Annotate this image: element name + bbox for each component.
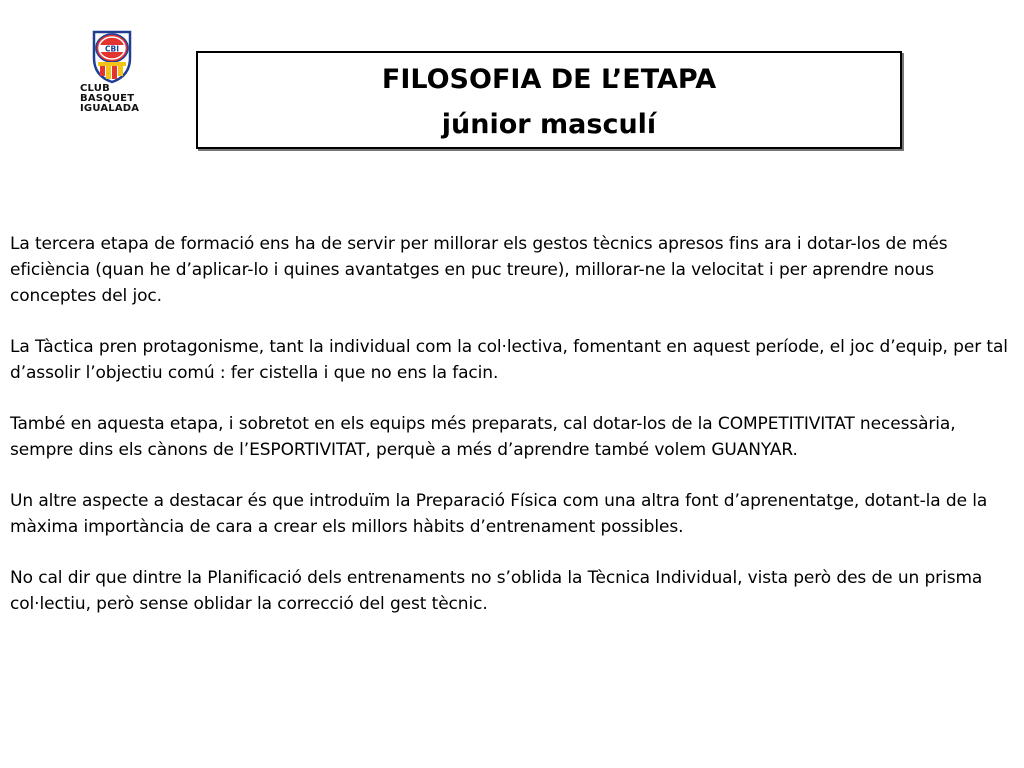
paragraph-1: La tercera etapa de formació ens ha de servir per millorar els gestos tècnics apresos fins ara i dotar-los de més eficiència (quan he d’aplicar-lo i quines avantatges en puc treure), millorar-ne la velocitat i per aprendre nous conceptes del joc. (10, 234, 948, 306)
club-name-line-3: IGUALADA (80, 103, 140, 114)
club-name-line-1: CLUB (80, 83, 110, 94)
title-box (196, 51, 902, 149)
paragraph-5: No cal dir que dintre la Planificació dels entrenaments no s’oblida la Tècnica Individual, vista però des de un prisma col·lectiu, però sense oblidar la correcció del gest tècnic. (10, 568, 983, 614)
club-name (80, 84, 150, 114)
emblem-initials: CBI (104, 44, 120, 54)
club-emblem-icon (90, 28, 134, 84)
club-logo (76, 28, 148, 118)
page-subtitle: júnior masculí (441, 109, 657, 140)
paragraph-4: Un altre aspecte a destacar és que introduïm la Preparació Física com una altra font d’aprenentatge, dotant-la de la màxima importància de cara a crear els millors hàbits d’entrenament possibles. (10, 491, 988, 537)
page-title: FILOSOFIA DE L’ETAPA (381, 64, 717, 95)
paragraph-2: La Tàctica pren protagonisme, tant la individual com la col·lectiva, fomentant en aquest període, el joc d’equip, per tal d’assolir l’objectiu comú : fer cistella i que no ens la facin. (10, 337, 1008, 383)
paragraph-3: També en aquesta etapa, i sobretot en els equips més preparats, cal dotar-los de la COMPETITIVITAT necessària, sempre dins els cànons de l’ESPORTIVITAT, perquè a més d’aprendre també volem GUANYAR. (10, 414, 956, 460)
club-name-line-2: BASQUET (80, 93, 135, 104)
body-text (10, 231, 1014, 642)
